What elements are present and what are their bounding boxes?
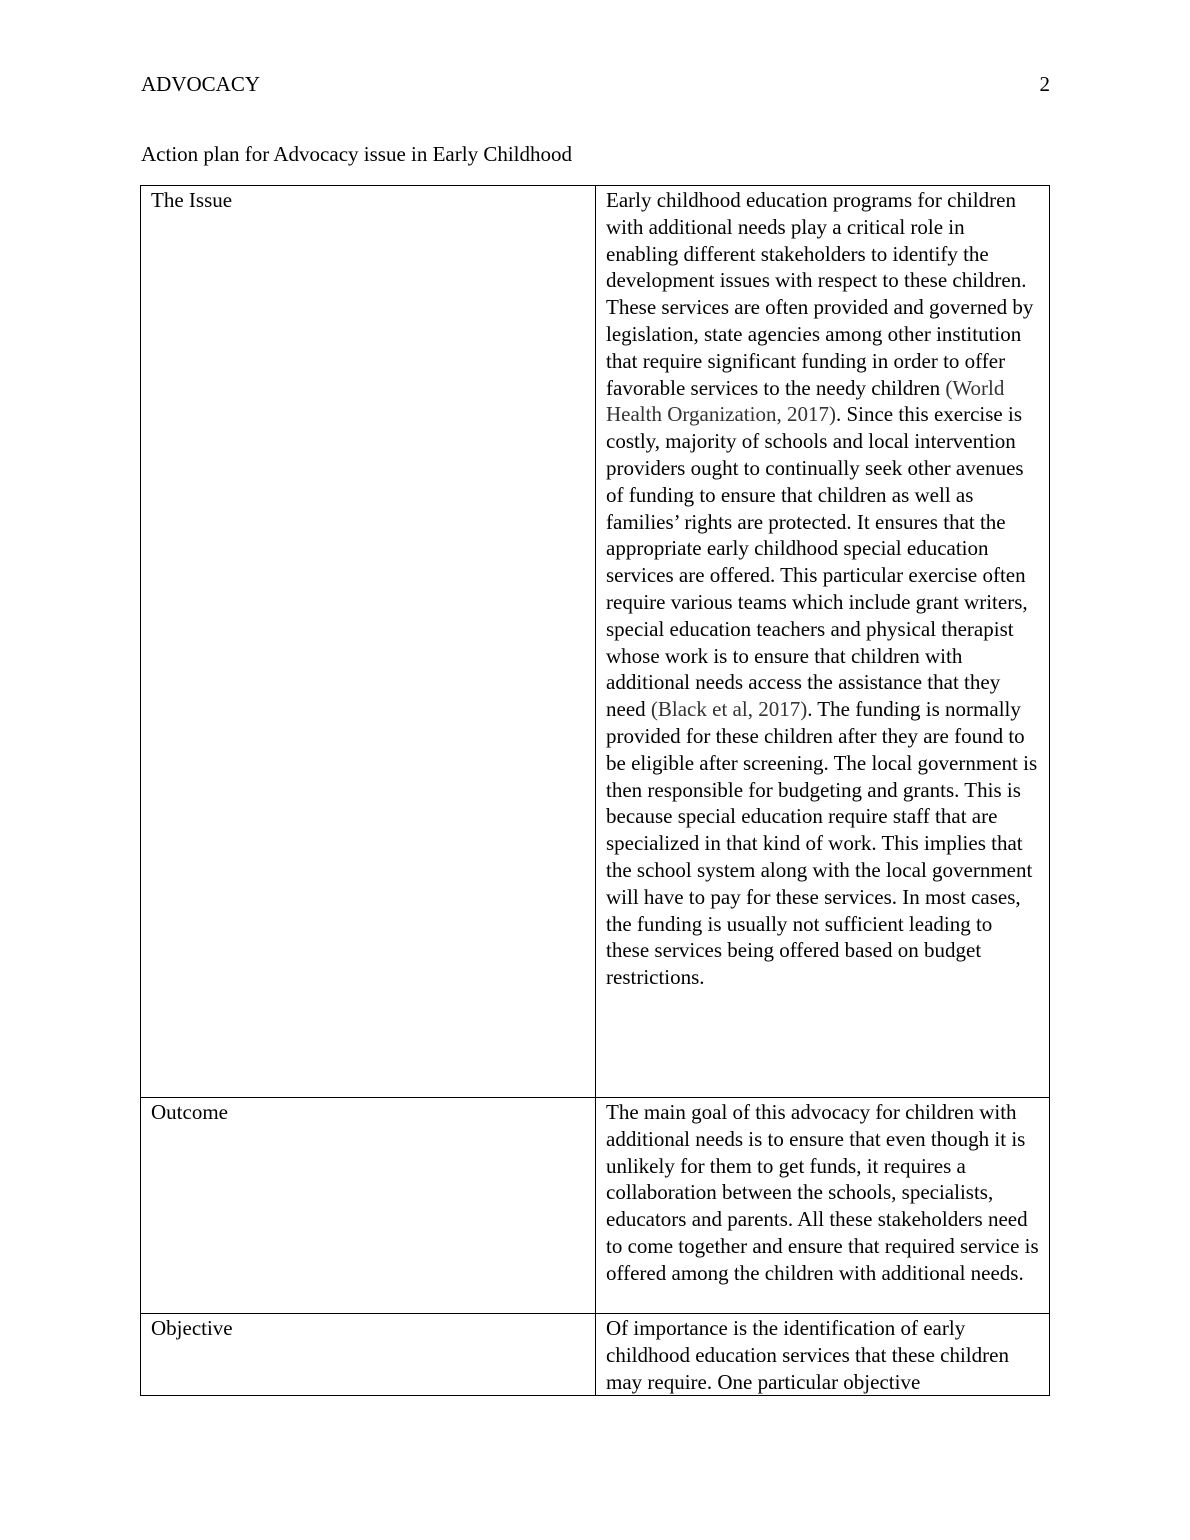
issue-text-part2: . Since this exercise is costly, majority of schools and local intervention providers ought to continually seek other avenues of funding to ensure that children as well as families’ rights are protected. It ensures that the appropriate early childhood special education services are offered. This particular exercise often require various teams which include grant writers, special education teachers and physical therapist whose work is to ensure that children with additional needs access the assistance that they need — [606, 402, 1028, 722]
row-content-outcome: The main goal of this advocacy for children with additional needs is to ensure that even though it is unlikely for them to get funds, it requires a collaboration between the schools, specialists, educators and parents. All these stakeholders need to come together and ensure that required service is offered among the children with additional needs. — [596, 1098, 1050, 1314]
issue-text-part3: . The funding is normally provided for these children after they are found to be eligible after screening. The local government is then responsible for budgeting and grants. This is because special education require staff that are specialized in that kind of work. This implies that the school system along with the local government will have to pay for these services. In most cases, the funding is usually not sufficient leading to these services being offered based on budget restrictions. — [606, 697, 1038, 990]
citation-who: (World Health Organization, 2017) — [606, 375, 1005, 427]
action-plan-table — [140, 185, 1050, 1396]
running-head: ADVOCACY — [141, 72, 261, 96]
page-number: 2 — [1039, 72, 1050, 96]
table-row-issue — [141, 186, 1050, 1098]
row-label-issue: The Issue — [141, 186, 596, 1098]
row-content-objective: Of importance is the identification of early childhood education services that these children may require. One particular objective — [596, 1314, 1050, 1396]
table-row-outcome — [141, 1098, 1050, 1314]
row-label-objective: Objective — [141, 1314, 596, 1396]
row-content-issue — [596, 186, 1050, 1098]
document-title: Action plan for Advocacy issue in Early Childhood — [141, 142, 573, 166]
table-row-objective — [141, 1314, 1050, 1396]
row-label-outcome: Outcome — [141, 1098, 596, 1314]
issue-text-part1: Early childhood education programs for children with additional needs play a critical role in enabling different stakeholders to identify the development issues with respect to these children. These services are often provided and governed by legislation, state agencies among other institution that require significant funding in order to offer favorable services to the needy children — [606, 188, 1034, 400]
citation-black: (Black et al, 2017) — [650, 697, 808, 722]
